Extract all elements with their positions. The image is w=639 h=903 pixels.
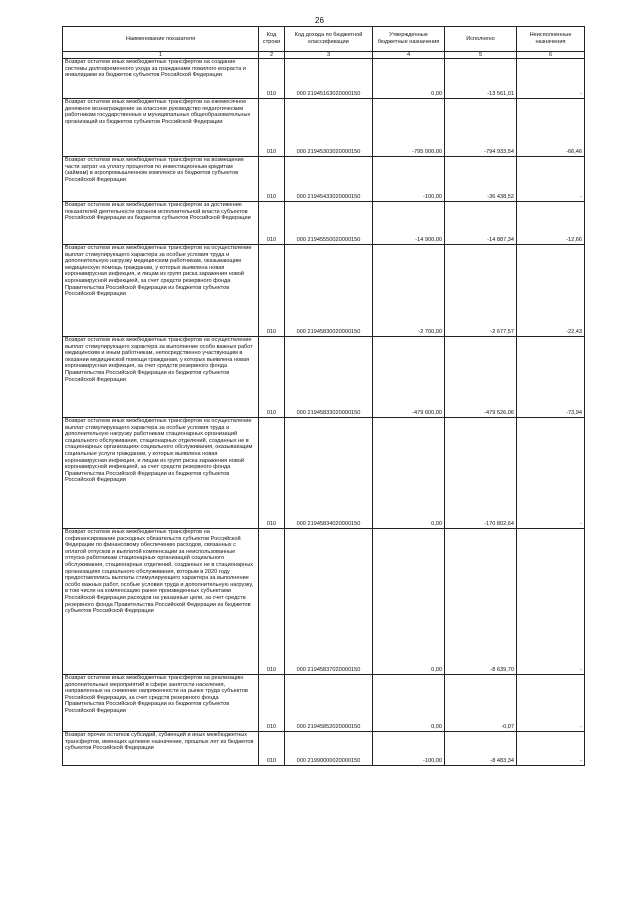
row-unexecuted: - [517, 529, 585, 675]
row-unexecuted: -73,94 [517, 337, 585, 418]
row-kbk: 000 21945163020000150 [285, 59, 373, 99]
column-number: 4 [373, 52, 445, 59]
row-approved: -795 000,00 [373, 99, 445, 157]
table-row [63, 59, 585, 99]
header-unexecuted: Неисполненные назначения [517, 27, 585, 52]
header-executed: Исполнено [445, 27, 517, 52]
budget-table [62, 26, 585, 766]
row-unexecuted: - [517, 418, 585, 529]
row-unexecuted: -22,43 [517, 245, 585, 337]
table-row [63, 675, 585, 732]
row-executed: -2 677,57 [445, 245, 517, 337]
row-name: Возврат остатков иных межбюджетных трансфертов на софинансирование расходных обязательств субъектов Российской Федерации по финансовому обеспечению расходов, связанных с оплатой отпусков и выплатой компенсации за неиспользованные отпуска работникам стационарных организаций социального обслуживания, стационарных отделений, созданных не в стационарных организациях социального обслуживания, которым в 2020 году предоставлялись выплаты стимулирующего характера за выполнение особо важных работ, особые условия труда и дополнительную нагрузку, в том числе на компенсацию ранее произведенных субъектами Российской Федерации расходов на указанные цели, за счет средств резервного фонда Правительства Российской Федерации из бюджетов субъектов Российской Федерации [63, 529, 259, 675]
column-number: 6 [517, 52, 585, 59]
header-code: Код строки [259, 27, 285, 52]
row-code: 010 [259, 418, 285, 529]
column-number: 2 [259, 52, 285, 59]
row-code: 010 [259, 337, 285, 418]
row-kbk: 000 21945833020000150 [285, 337, 373, 418]
row-executed: -8 483,34 [445, 732, 517, 766]
row-executed: -479 526,06 [445, 337, 517, 418]
row-name: Возврат остатков иных межбюджетных трансфертов на осуществление выплат стимулирующего характера за особые условия труда и дополнительную нагрузку медицинским работникам, оказывающим медицинскую помощь гражданам, у которых выявлена новая коронавирусная инфекция, и лицам из групп риска заражения новой коронавирусной инфекцией, за счет средств резервного фонда Правительства Российской Федерации из бюджетов субъектов Российской Федерации [63, 245, 259, 337]
row-executed: -36 438,52 [445, 157, 517, 202]
column-number: 5 [445, 52, 517, 59]
table-row [63, 245, 585, 337]
page-number: 26 [315, 16, 324, 25]
table-row [63, 99, 585, 157]
row-kbk: 000 21945834020000150 [285, 418, 373, 529]
table-row [63, 732, 585, 766]
row-approved: -14 900,00 [373, 202, 445, 245]
header-name: Наименование показателя [63, 27, 259, 52]
table-row [63, 529, 585, 675]
row-name: Возврат остатков иных межбюджетных трансфертов на ежемесячное денежное вознаграждение за классное руководство педагогическим работникам государственных и муниципальных общеобразовательных организаций из бюджетов субъектов Российской Федерации [63, 99, 259, 157]
row-kbk: 000 21945830020000150 [285, 245, 373, 337]
row-approved: -100,00 [373, 157, 445, 202]
header-kbk: Код дохода по бюджетной классификации [285, 27, 373, 52]
row-kbk: 000 21945852020000150 [285, 675, 373, 732]
table-row [63, 337, 585, 418]
row-executed: -14 887,34 [445, 202, 517, 245]
row-approved: 0,00 [373, 59, 445, 99]
row-unexecuted: -66,46 [517, 99, 585, 157]
row-name: Возврат остатков иных межбюджетных трансфертов на создание системы долговременного ухода за гражданами пожилого возраста и инвалидами из бюджетов субъектов Российской Федерации [63, 59, 259, 99]
row-code: 010 [259, 59, 285, 99]
row-kbk: 000 21945837020000150 [285, 529, 373, 675]
row-code: 010 [259, 157, 285, 202]
row-kbk: 000 21945433020000150 [285, 157, 373, 202]
row-executed: -0,07 [445, 675, 517, 732]
row-code: 010 [259, 99, 285, 157]
row-unexecuted: - [517, 157, 585, 202]
row-unexecuted: -12,66 [517, 202, 585, 245]
row-code: 010 [259, 202, 285, 245]
row-unexecuted: - [517, 59, 585, 99]
row-approved: 0,00 [373, 418, 445, 529]
table-row [63, 418, 585, 529]
row-approved: 0,00 [373, 675, 445, 732]
row-approved: 0,00 [373, 529, 445, 675]
row-kbk: 000 21945303020000150 [285, 99, 373, 157]
row-unexecuted: - [517, 732, 585, 766]
row-executed: -13 561,01 [445, 59, 517, 99]
row-executed: -170 802,64 [445, 418, 517, 529]
row-kbk: 000 21990000020000150 [285, 732, 373, 766]
row-approved: -479 600,00 [373, 337, 445, 418]
row-name: Возврат остатков иных межбюджетных трансфертов на возмещение части затрат на уплату процентов по инвестиционным кредитам (займам) в агропромышленном комплексе из бюджетов субъектов Российской Федерации [63, 157, 259, 202]
row-code: 010 [259, 732, 285, 766]
column-number-row [63, 52, 585, 59]
row-code: 010 [259, 675, 285, 732]
header-row [63, 27, 585, 52]
table-row [63, 202, 585, 245]
row-name: Возврат прочих остатков субсидий, субвенций и иных межбюджетных трансфертов, имеющих целевое назначение, прошлых лет из бюджетов субъектов Российской Федерации [63, 732, 259, 766]
row-kbk: 000 21945550020000150 [285, 202, 373, 245]
row-executed: -794 933,54 [445, 99, 517, 157]
table-row [63, 157, 585, 202]
column-number: 1 [63, 52, 259, 59]
row-approved: -2 700,00 [373, 245, 445, 337]
row-name: Возврат остатков иных межбюджетных трансфертов за достижение показателей деятельности органов исполнительной власти субъектов Российской Федерации из бюджетов субъектов Российской Федерации [63, 202, 259, 245]
row-name: Возврат остатков иных межбюджетных трансфертов на осуществление выплат стимулирующего характера за особые условия труда и дополнительную нагрузку работникам стационарных организаций социального обслуживания, стационарных отделений, созданных не в стационарных организациях социального обслуживания, оказывающим социальные услуги гражданам, у которых выявлена новая коронавирусная инфекция, и лицам из групп риска заражения новой коронавирусной инфекцией, за счет средств резервного фонда Правительства Российской Федерации из бюджетов субъектов Российской Федерации [63, 418, 259, 529]
row-executed: -8 639,70 [445, 529, 517, 675]
row-code: 010 [259, 245, 285, 337]
row-approved: -100,00 [373, 732, 445, 766]
header-approved: Утвержденные бюджетные назначения [373, 27, 445, 52]
column-number: 3 [285, 52, 373, 59]
row-code: 010 [259, 529, 285, 675]
row-name: Возврат остатков иных межбюджетных трансфертов на осуществление выплат стимулирующего характера за выполнение особо важных работ медицинским и иным работникам, непосредственно участвующим в оказании медицинской помощи гражданам, у которых выявлена новая коронавирусная инфекция, за счет средств резервного фонда Правительства Российской Федерации из бюджетов субъектов Российской Федерации [63, 337, 259, 418]
row-unexecuted: - [517, 675, 585, 732]
row-name: Возврат остатков иных межбюджетных трансфертов на реализацию дополнительных мероприятий в сфере занятости населения, направленных на снижение напряженности на рынке труда субъектов Российской Федерации, за счет средств резервного фонда Правительства Российской Федерации из бюджетов субъектов Российской Федерации [63, 675, 259, 732]
